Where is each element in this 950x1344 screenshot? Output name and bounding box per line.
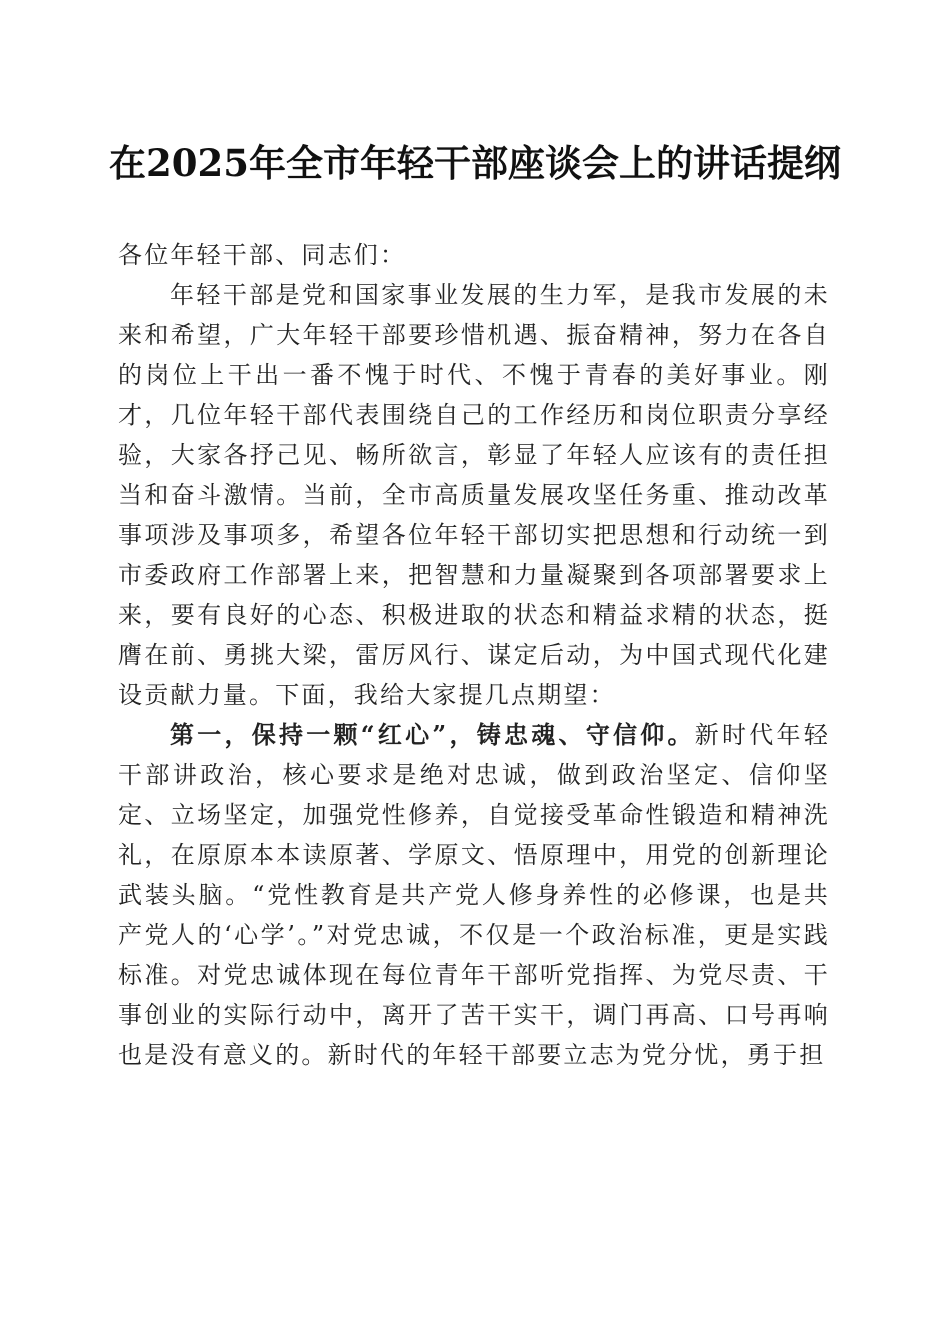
paragraph-text: 新时代年轻干部讲政治，核心要求是绝对忠诚，做到政治坚定、信仰坚定、立场坚定，加强党性修养，自觉接受革命性锻造和精神洗礼，在原原本本读原著、学原文、悟原理中，用党的创新理论武装头脑。“党性教育是共产党人修身养性的必修课，也是共产党人的‘心学’。”对党忠诚，不仅是一个政治标准，更是实践标准。对党忠诚体现在每位青年干部听党指挥、为党尽责、干事创业的实际行动中，离开了苦干实干，调门再高、口号再响也是没有意义的。新时代的年轻干部要立志为党分忧，勇于担: [118, 721, 831, 1069]
paragraph-point-one: [118, 715, 830, 1075]
paragraph-text: 年轻干部是党和国家事业发展的生力军，是我市发展的未来和希望，广大年轻干部要珍惜机遇、振奋精神，努力在各自的岗位上干出一番不愧于时代、不愧于青春的美好事业。刚才，几位年轻干部代表围绕自己的工作经历和岗位职责分享经验，大家各抒己见、畅所欲言，彰显了年轻人应该有的责任担当和奋斗激情。当前，全市高质量发展攻坚任务重、推动改革事项涉及事项多，希望各位年轻干部切实把思想和行动统一到市委政府工作部署上来，把智慧和力量凝聚到各项部署要求上来，要有良好的心态、积极进取的状态和精益求精的状态，挺膺在前、勇挑大梁，雷厉风行、谋定后动，为中国式现代化建设贡献力量。下面，我给大家提几点期望：: [118, 281, 830, 709]
paragraph-intro: [118, 275, 830, 715]
paragraph-lead: 第一，保持一颗“红心”，铸忠魂、守信仰。: [170, 720, 695, 749]
salutation: 各位年轻干部、同志们：: [118, 241, 407, 269]
document-title: 在2025年全市年轻干部座谈会上的讲话提纲: [109, 141, 841, 185]
document-body: [118, 235, 830, 1075]
